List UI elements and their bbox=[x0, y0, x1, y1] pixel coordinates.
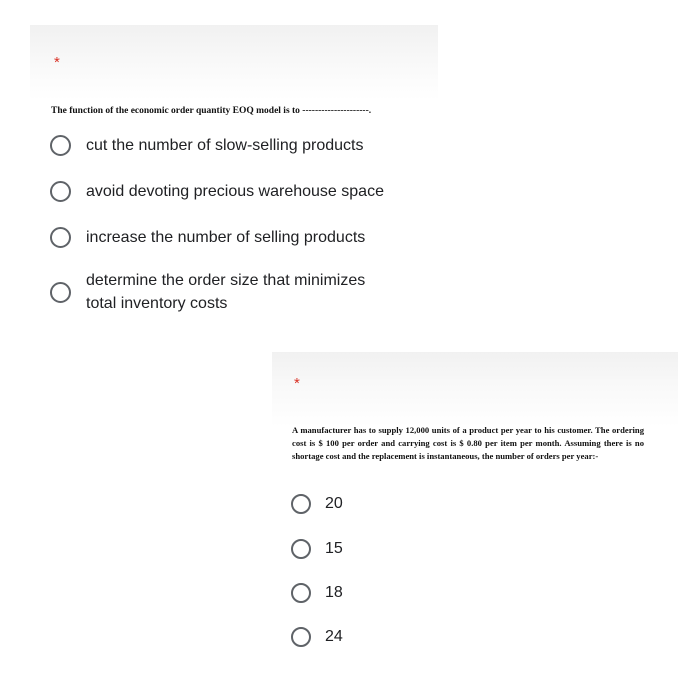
option-avoid-warehouse-space[interactable] bbox=[50, 180, 384, 203]
option-label: increase the number of selling products bbox=[86, 229, 366, 246]
radio-unchecked-icon[interactable] bbox=[50, 282, 71, 303]
option-minimize-inventory-costs[interactable] bbox=[50, 269, 386, 315]
option-label: 20 bbox=[325, 495, 343, 512]
required-asterisk: * bbox=[294, 375, 300, 392]
option-15[interactable] bbox=[291, 537, 343, 560]
option-label: 15 bbox=[325, 540, 343, 557]
radio-unchecked-icon[interactable] bbox=[291, 494, 311, 514]
radio-unchecked-icon[interactable] bbox=[291, 627, 311, 647]
option-label: determine the order size that minimizes total inventory costs bbox=[86, 272, 366, 312]
option-label: 24 bbox=[325, 628, 343, 645]
question-card-orders-per-year bbox=[272, 352, 678, 670]
option-label: avoid devoting precious warehouse space bbox=[86, 183, 384, 200]
question-text: A manufacturer has to supply 12,000 units of a product per year to his customer. The ordering cost is $ 100 per order and carrying cost is $ 0.80 per item per month. Assuming there is no shortage cost and the replacement is instantaneous, the number of orders per year:- bbox=[292, 425, 644, 462]
question-text: The function of the economic order quantity EOQ model is to ---------------------. bbox=[51, 106, 372, 116]
radio-unchecked-icon[interactable] bbox=[291, 583, 311, 603]
option-label: cut the number of slow-selling products bbox=[86, 137, 364, 154]
option-18[interactable] bbox=[291, 581, 343, 604]
option-increase-selling-products[interactable] bbox=[50, 226, 365, 249]
radio-unchecked-icon[interactable] bbox=[50, 135, 71, 156]
option-20[interactable] bbox=[291, 492, 343, 515]
radio-unchecked-icon[interactable] bbox=[50, 181, 71, 202]
radio-unchecked-icon[interactable] bbox=[291, 539, 311, 559]
required-asterisk: * bbox=[54, 54, 60, 71]
option-24[interactable] bbox=[291, 625, 343, 648]
option-cut-slow-selling[interactable] bbox=[50, 134, 363, 157]
option-label: 18 bbox=[325, 584, 343, 601]
radio-unchecked-icon[interactable] bbox=[50, 227, 71, 248]
question-card-eoq bbox=[30, 25, 438, 325]
